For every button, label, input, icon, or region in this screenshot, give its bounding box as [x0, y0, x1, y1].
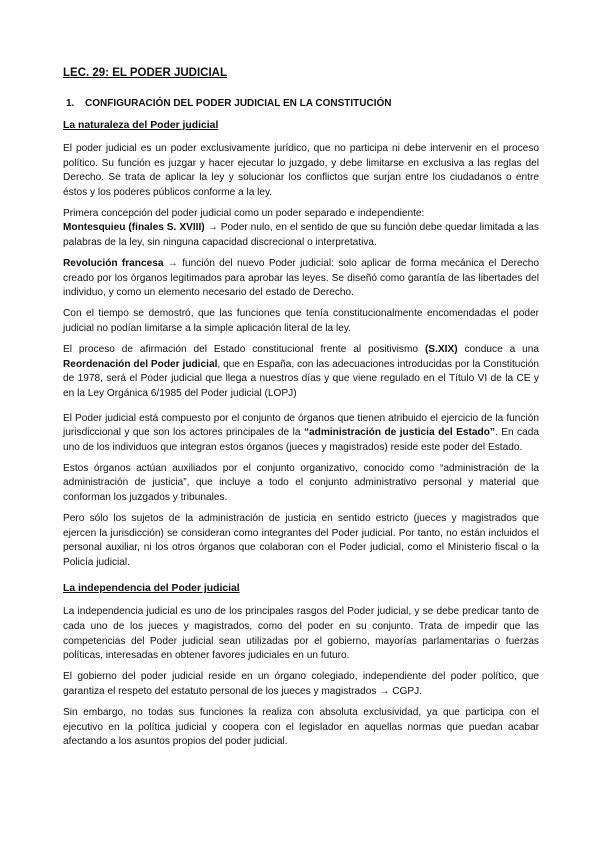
- paragraph-text: El proceso de afirmación del Estado constitucional frente al positivismo: [63, 344, 425, 356]
- section-title: CONFIGURACIÓN DEL PODER JUDICIAL EN LA CONSTITUCIÓN: [85, 98, 392, 109]
- paragraph: La independencia judicial es uno de los principales rasgos del Poder judicial, y se debe predicar tanto de cada uno de los jueces y magistrados, como del poder en su conjunto. Trata de impedir que las competencias del Poder judicial sean utilizadas por el gobierno, mayorías parlamentarias o fuerzas políticas, interesadas en obtener favores judiciales en un futuro.: [63, 606, 539, 662]
- subsection-heading-naturaleza: La naturaleza del Poder judicial: [63, 120, 219, 131]
- bold-term: Revolución francesa: [63, 258, 164, 270]
- paragraph: [63, 343, 539, 401]
- paragraph-text: → Poder nulo, en el sentido de que su función debe quedar limitada a las palabras de la ley, sin ninguna capacidad discrecional o interpretativa.: [63, 222, 539, 249]
- paragraph-intro: Primera concepción del poder judicial como un poder separado e independiente:: [63, 207, 425, 219]
- bold-term: (S.XIX): [424, 344, 458, 356]
- paragraph: Pero sólo los sujetos de la administración de justicia en sentido estricto (jueces y magistrados que ejercen la jurisdicción) se consideran como integrantes del Poder judicial. Por tanto, no están incluidos el personal auxiliar, ni los otros órganos que colaboran con el Poder judicial, como el Ministerio fiscal o la Policía judicial.: [63, 513, 539, 568]
- bold-term: “administración de justicia del Estado”: [303, 427, 495, 439]
- subsection-heading-independencia: La independencia del Poder judicial: [63, 583, 240, 595]
- bold-term: Reordenación del Poder judicial: [63, 358, 218, 370]
- paragraph: [63, 207, 539, 251]
- bold-term: Montesquieu (finales S. XVIII): [63, 222, 205, 234]
- paragraph: [63, 257, 539, 301]
- paragraph-text: , que en España, con las adecuaciones introducidas por la Constitución de 1978, será el Poder judicial que llega a nuestros días y que viene regulado en el Título VI de la CE y en la Ley Orgánica 6/1985 del Poder judicial (LOPJ): [63, 358, 539, 399]
- paragraph-text: conduce a una: [457, 344, 539, 356]
- section-number: 1.: [66, 98, 75, 109]
- section-heading: [66, 97, 539, 110]
- paragraph: El poder judicial es un poder exclusivamente jurídico, que no participa ni debe intervenir en el proceso político. Su función es juzgar y hacer ejecutar lo juzgado, y debe limitarse en exclusiva a las reglas del Derecho. Se trata de aplicar la ley y solucionar los conflictos que surjan entre los ciudadanos o entre éstos y los poderes públicos conforme a la ley.: [63, 143, 539, 198]
- paragraph: Sin embargo, no todas sus funciones la realiza con absoluta exclusividad, ya que participa con el ejecutivo en la política judicial y coopera con el legislador en aquellas normas que puedan acabar afectando a los asuntos propios del poder judicial.: [63, 707, 539, 748]
- lecture-title: LEC. 29: EL PODER JUDICIAL: [63, 67, 228, 79]
- paragraph-text: El Poder judicial está compuesto por el conjunto de órganos que tienen atribuido el ejercicio de la función jurisdiccional y que son los actores principales de la: [63, 412, 539, 439]
- document-page: [63, 66, 539, 756]
- paragraph-text: . En cada uno de los individuos que integran estos órganos (jueces y magistrados) reside este poder del Estado.: [63, 427, 540, 453]
- paragraph: El gobierno del poder judicial reside en un órgano colegiado, independiente del poder político, que garantiza el respeto del estatuto personal de los jueces y magistrados → CGPJ.: [63, 671, 539, 697]
- paragraph: [63, 412, 539, 456]
- paragraph: Con el tiempo se demostró, que las funciones que tenía constitucionalmente encomendadas el poder judicial no podían limitarse a la simple aplicación literal de la ley.: [63, 308, 539, 335]
- paragraph: Estos órganos actúan auxiliados por el conjunto organizativo, conocido como “administración de la administración de justicia”, que incluye a todo el conjunto administrativo personal y material que conforman los juzgados y tribunales.: [63, 462, 539, 503]
- paragraph-text: → función del nuevo Poder judicial: solo aplicar de forma mecánica el Derecho creado por los órganos legitimados para aprobar las leyes. Se diseñó como garantía de las libertades del individuo, y como un elemento necesario del estado de Derecho.: [63, 258, 539, 299]
